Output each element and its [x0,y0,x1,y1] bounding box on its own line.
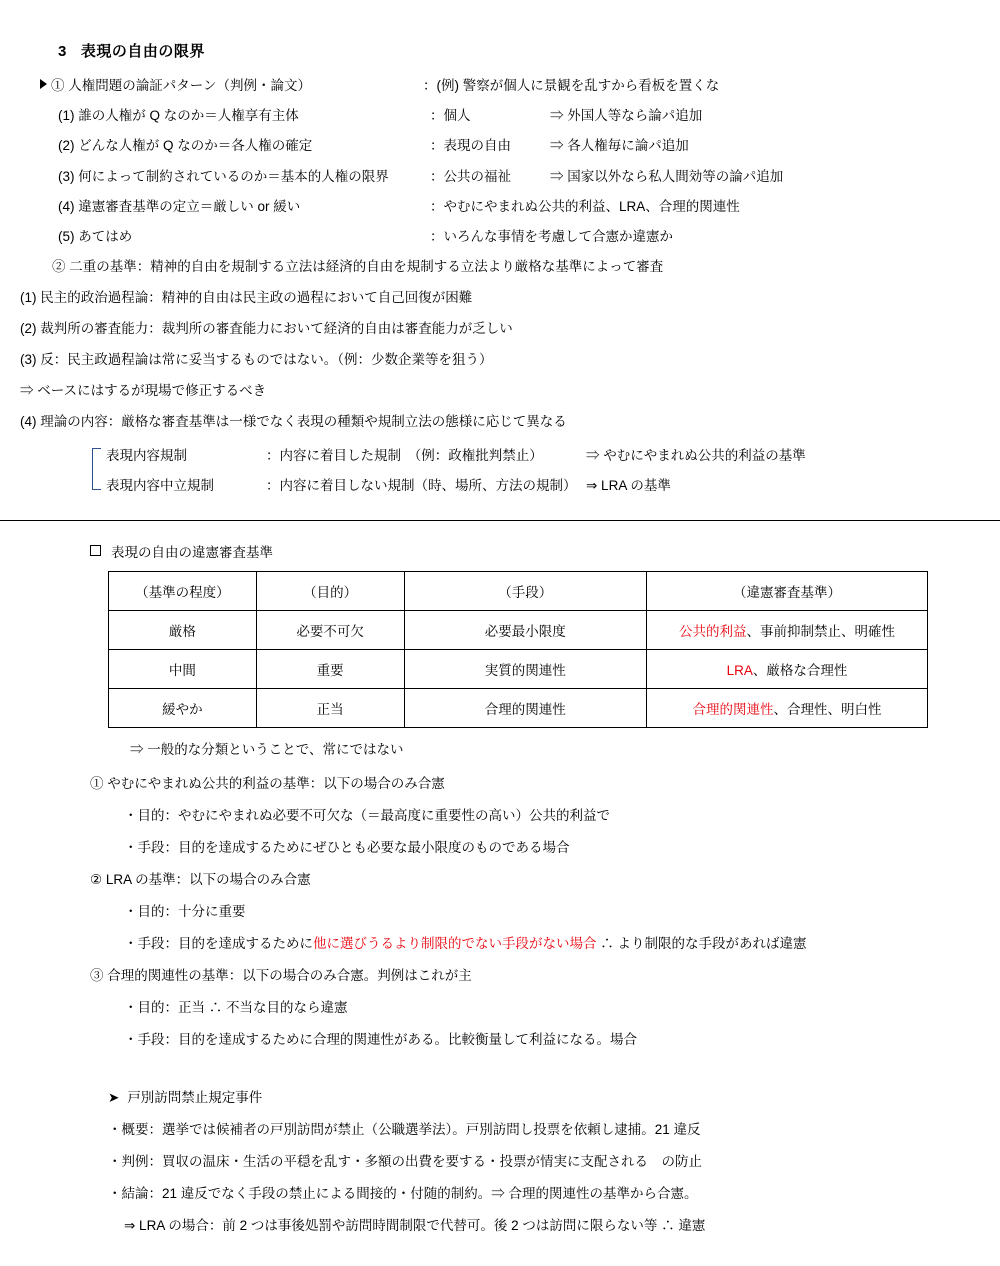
criterion-3-means: ・手段：目的を達成するために合理的関連性がある。比較衡量して利益になる。場合 [124,1031,637,1047]
criterion-2-means-tail: ∴ より制限的な手段があれば違憲 [596,935,807,951]
table-cell-rest: 、合理性、明白性 [773,701,882,717]
row-label: (5) あてはめ [58,229,133,245]
table-cell: 厳格 [109,610,257,649]
table-cell-highlight: 公共的利益 [678,623,747,639]
table-cell-highlight: 合理的関連性 [692,701,774,717]
table-cell: 正当 [256,688,404,727]
outline-row [58,137,980,155]
case-summary: ・概要：選挙では候補者の戸別訪問が禁止（公職選挙法）。戸別訪問し投票を依頼し逮捕。21 違反 [108,1121,701,1137]
row-label: (1) 誰の人権が Q なのか＝人権享有主体 [58,108,299,124]
table-header-cell: （違憲審査基準） [646,571,927,610]
table-cell [646,649,927,688]
row-value: ：表現の自由 [430,138,511,154]
outline-item-2-sub-3-note: ⇒ ベースにはするが現場で修正するべき [20,382,267,398]
criterion-1-purpose: ・目的：やむにやまれぬ必要不可欠な（＝最高度に重要性の高い）公共的利益で [124,807,610,823]
outline-item-2-sub-2: (2) 裁判所の審査能力：裁判所の審査能力において経済的自由は審査能力が乏しい [20,321,513,337]
table-row [109,610,928,649]
triangle-collapse-icon[interactable] [40,79,47,89]
criterion-1-heading: ① やむにやまれぬ公共的利益の基準：以下の場合のみ合憲 [90,775,445,791]
outline-row [58,107,980,125]
table-cell: 合理的関連性 [404,688,646,727]
row-note: ⇒ 国家以外なら私人間効等の論パ追加 [550,168,784,184]
table-row [109,649,928,688]
table-header-cell: （手段） [404,571,646,610]
table-cell: 緩やか [109,688,257,727]
row-value: ：いろんな事情を考慮して合憲か違憲か [430,229,673,245]
table-cell-rest: 、厳格な合理性 [752,662,848,678]
outline-item-2-sub-3: (3) 反：民主政過程論は常に妥当するものではない。（例：少数企業等を狙う） [20,351,493,367]
table-cell [646,688,927,727]
table-header-row [109,571,928,610]
row-label: (3) 何によって制約されているのか＝基本的人権の限界 [58,168,389,184]
outline-item-2-sub-1: (1) 民主的政治過程論：精神的自由は民主政の過程において自己回復が困難 [20,290,473,306]
row-label: (4) 違憲審査基準の定立＝厳しい or 緩い [58,198,301,214]
criteria-table [108,571,928,728]
table-header-cell: （基準の程度） [109,571,257,610]
row-value: ：個人 [430,108,471,124]
table-cell [646,610,927,649]
criterion-2-heading: ② LRA の基準：以下の場合のみ合憲 [90,871,311,887]
table-row [109,688,928,727]
bracket-label: 表現内容規制 [106,447,187,463]
table-cell: 必要不可欠 [256,610,404,649]
bracket-result: ⇒ LRA の基準 [586,477,671,493]
spacer [20,1060,980,1086]
outline-row [58,198,980,216]
bracket-group [92,444,980,494]
outline-item-2-sub-4: (4) 理論の内容：厳格な審査基準は一様でなく表現の種類や規制立法の態様に応じて異なる [20,413,567,429]
case-conclusion: ・結論：21 違反でなく手段の禁止による間接的・付随的制約。⇒ 合理的関連性の基準から合憲。 [108,1185,698,1201]
table-note: ⇒ 一般的な分類ということで、常にではない [130,741,404,757]
row-value: ：やむにやまれぬ公共的利益、LRA、合理的関連性 [430,198,740,214]
section-lower [0,521,1000,1266]
bracket-row [106,444,980,464]
criterion-3-purpose: ・目的：正当 ∴ 不当な目的なら違憲 [124,999,348,1015]
case-title-label: 戸別訪問禁止規定事件 [127,1089,263,1105]
table-cell-highlight: LRA [726,662,753,678]
table-cell: 中間 [109,649,257,688]
case-precedent: ・判例：買収の温床・生活の平穏を乱す・多額の出費を要する・投票が情実に支配される の防止 [108,1153,702,1169]
outline-item-1-label: ① 人権問題の論証パターン（判例・論文） [51,78,311,93]
criterion-2-means-prefix: ・手段：目的を達成するために [124,935,313,951]
outline-row [58,228,980,246]
table-cell: 必要最小限度 [404,610,646,649]
criterion-1-means: ・手段：目的を達成するためにぜひとも必要な最小限度のものである場合 [124,839,570,855]
arrow-bullet-icon: ➤ [108,1089,120,1105]
table-cell: 重要 [256,649,404,688]
bracket-desc: ：内容に着目した規制 （例：政権批判禁止） [266,447,543,463]
criterion-2-means [124,932,980,952]
table-cell: 実質的関連性 [404,649,646,688]
outline-item-1 [40,77,980,95]
table-cell-rest: 、事前抑制禁止、明確性 [746,623,895,639]
page-title [58,40,980,61]
criterion-3-heading: ③ 合理的関連性の基準：以下の場合のみ合憲。判例はこれが主 [90,967,472,983]
table-header-cell: （目的） [256,571,404,610]
bracket-row [106,474,980,494]
case-lra-note: ⇒ LRA の場合：前 2 つは事後処罰や訪問時間制限で代替可。後 2 つは訪問に限らない等 ∴ 違憲 [124,1217,706,1233]
row-note: ⇒ 各人権毎に論パ追加 [550,138,689,154]
case-title [108,1086,980,1106]
outline-item-1-example: ：(例) 警察が個人に景観を乱すから看板を置くな [423,78,720,93]
section-upper [0,0,1000,521]
title-number: 3 [58,43,67,60]
title-text: 表現の自由の限界 [80,43,205,60]
square-bullet-icon [90,545,101,556]
criterion-2-purpose: ・目的：十分に重要 [124,903,246,919]
table-heading [90,541,980,561]
outline-row [58,168,980,186]
criterion-2-means-highlight: 他に選びうるより制限的でない手段がない場合 [313,935,597,951]
table-heading-label: 表現の自由の違憲審査基準 [111,544,273,560]
bracket-desc: ：内容に着目しない規制（時、場所、方法の規制） [266,477,577,493]
row-label: (2) どんな人権が Q なのか＝各人権の確定 [58,138,313,154]
bracket-result: ⇒ やむにやまれぬ公共的利益の基準 [586,447,806,463]
row-value: ：公共の福祉 [430,168,511,184]
bracket-label: 表現内容中立規制 [106,477,214,493]
outline-item-2: ② 二重の基準：精神的自由を規制する立法は経済的自由を規制する立法より厳格な基準によって審査 [52,259,664,275]
row-note: ⇒ 外国人等なら論パ追加 [550,108,703,124]
